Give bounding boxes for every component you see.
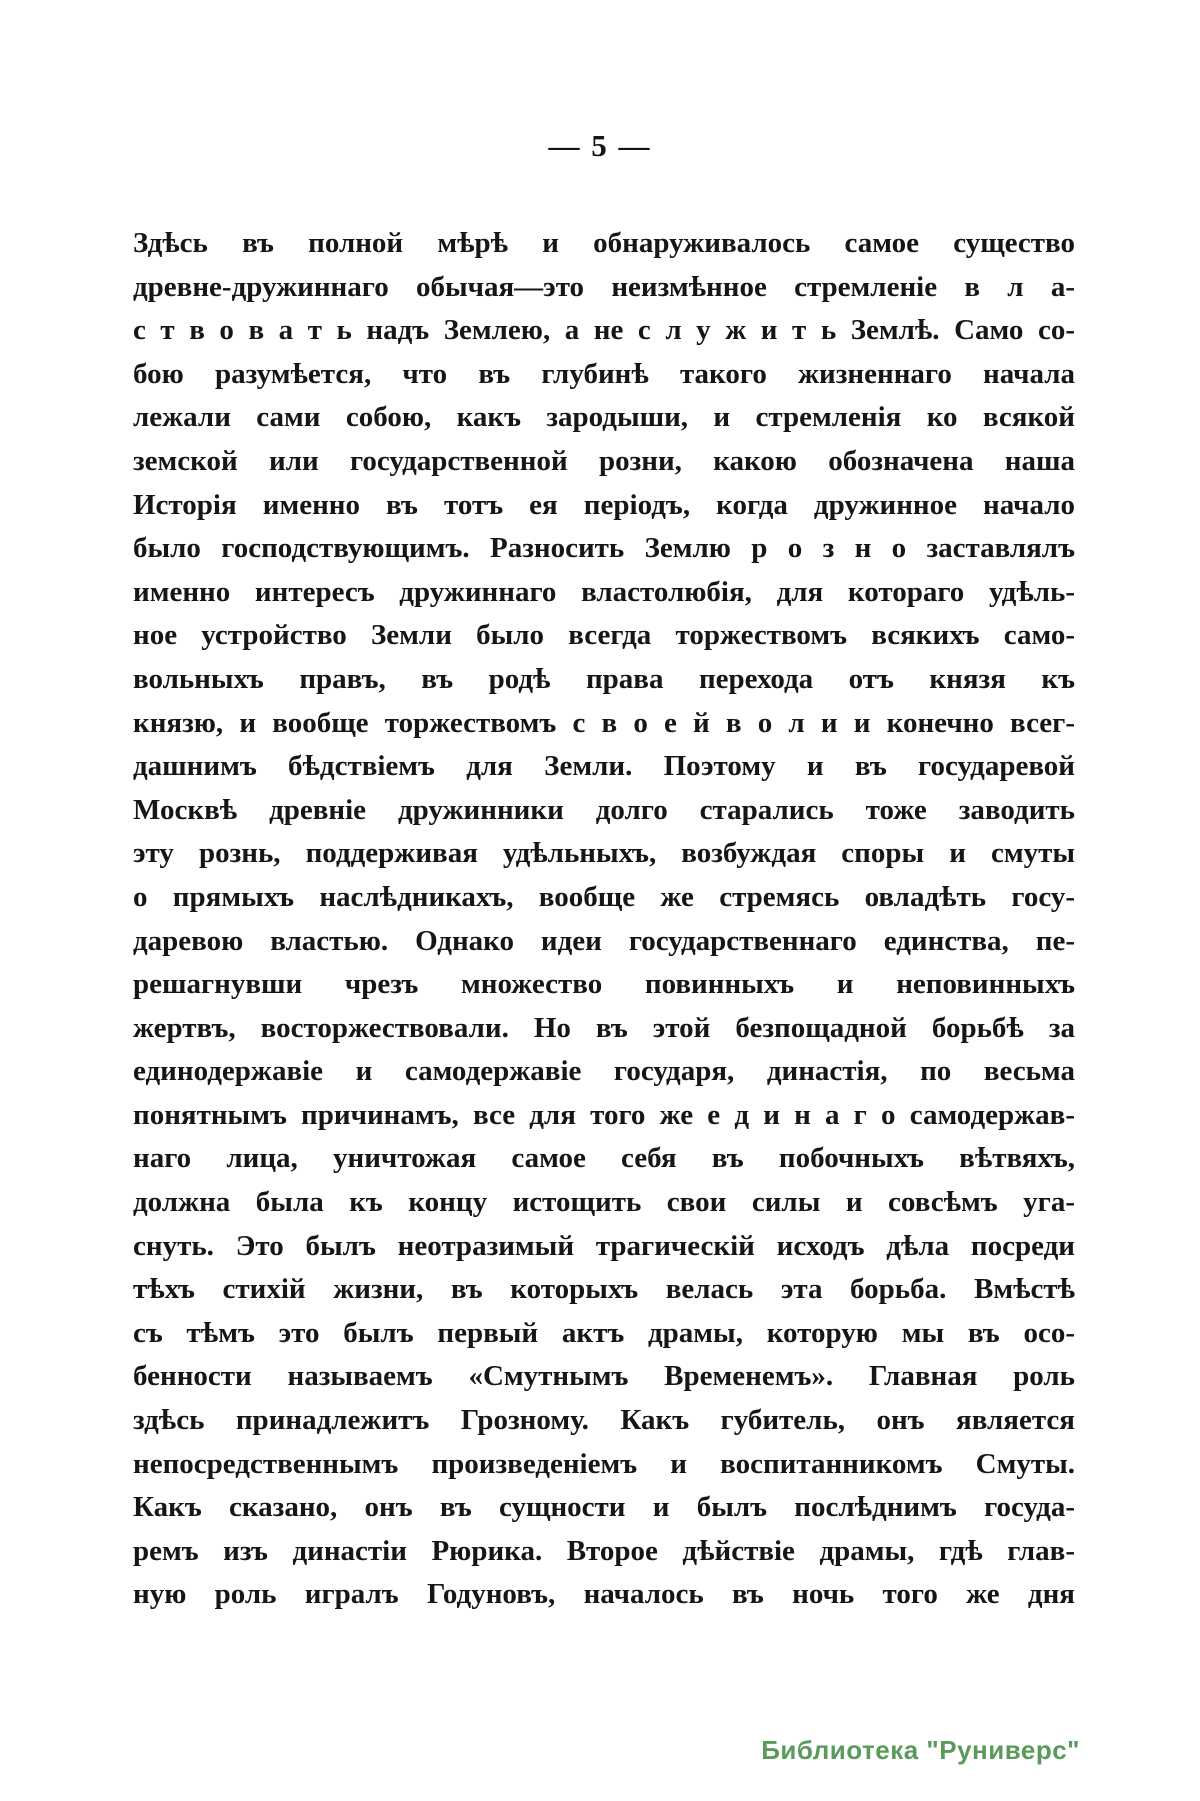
text-line: здѣсь принадлежитъ Грозному. Какъ губитель, онъ является [133,1404,1075,1437]
text-line: бою разумѣется, что въ глубинѣ такого жизненнаго начала [133,357,1075,390]
library-watermark: Библиотека "Руниверс" [761,1735,1080,1765]
text-line: ремъ изъ династіи Рюрика. Второе дѣйствіе драмы, гдѣ глав- [133,1534,1075,1567]
text-line: решагнувши чрезъ множество повинныхъ и неповинныхъ [133,968,1075,1001]
text-line: тѣхъ стихій жизни, въ которыхъ велась эта борьба. Вмѣстѣ [133,1273,1075,1306]
text-line: съ тѣмъ это былъ первый актъ драмы, которую мы въ осо- [133,1316,1075,1349]
text-line: Здѣсь въ полной мѣрѣ и обнаруживалось самое существо [133,227,1075,259]
text-line: единодержавіе и самодержавіе государя, династія, по весьма [133,1055,1075,1088]
text-line: Исторія именно въ тотъ ея періодъ, когда дружинное начало [133,488,1075,521]
body-text [133,222,1075,1617]
text-line: лежали сами собою, какъ зародыши, и стремленія ко всякой [133,401,1075,434]
text-line: Какъ сказано, онъ въ сущности и былъ послѣднимъ госуда- [133,1491,1075,1524]
text-line: ное устройство Земли было всегда торжествомъ всякихъ само- [133,619,1075,652]
text-line: даревою властью. Однако идеи государственнаго единства, пе- [133,924,1075,957]
text-line: жертвъ, восторжествовали. Но въ этой безпощадной борьбѣ за [133,1011,1075,1044]
text-line: Москвѣ древніе дружинники долго старались тоже заводить [133,793,1075,826]
text-line: было господствующимъ. Разносить Землю р о з н о заставлялъ [133,532,1075,565]
page-number: — 5 — [548,128,652,163]
text-line: князю, и вообще торжествомъ с в о е й в о л и и конечно всег- [133,706,1075,739]
text-line: непосредственнымъ произведеніемъ и воспитанникомъ Смуты. [133,1447,1075,1480]
text-line: о прямыхъ наслѣдникахъ, вообще же стремясь овладѣть госу- [133,880,1075,913]
text-line: вольныхъ правъ, въ родѣ права перехода отъ князя къ [133,662,1075,695]
text-line: эту рознь, поддерживая удѣльныхъ, возбуждая споры и смуты [133,837,1075,870]
text-line: дашнимъ бѣдствіемъ для Земли. Поэтому и въ государевой [133,750,1075,783]
text-line: с т в о в а т ь надъ Землею, а не с л у ж и т ь Землѣ. Само со- [133,314,1075,347]
text-line: древне-дружиннаго обычая—это неизмѣнное стремленіе в л а- [133,270,1075,303]
text-line: снуть. Это былъ неотразимый трагическій исходъ дѣла посреди [133,1229,1075,1262]
text-line: наго лица, уничтожая самое себя въ побочныхъ вѣтвяхъ, [133,1142,1075,1175]
text-line: бенности называемъ «Смутнымъ Временемъ». Главная роль [133,1360,1075,1393]
text-line: земской или государственной розни, какою обозначена наша [133,444,1075,477]
text-line: понятнымъ причинамъ, все для того же е д и н а г о самодержав- [133,1098,1075,1131]
text-line: ную роль игралъ Годуновъ, началось въ ночь того же дня [133,1578,1075,1611]
text-line: именно интересъ дружиннаго властолюбія, для котораго удѣль- [133,575,1075,608]
text-line: должна была къ концу истощить свои силы и совсѣмъ уга- [133,1186,1075,1219]
